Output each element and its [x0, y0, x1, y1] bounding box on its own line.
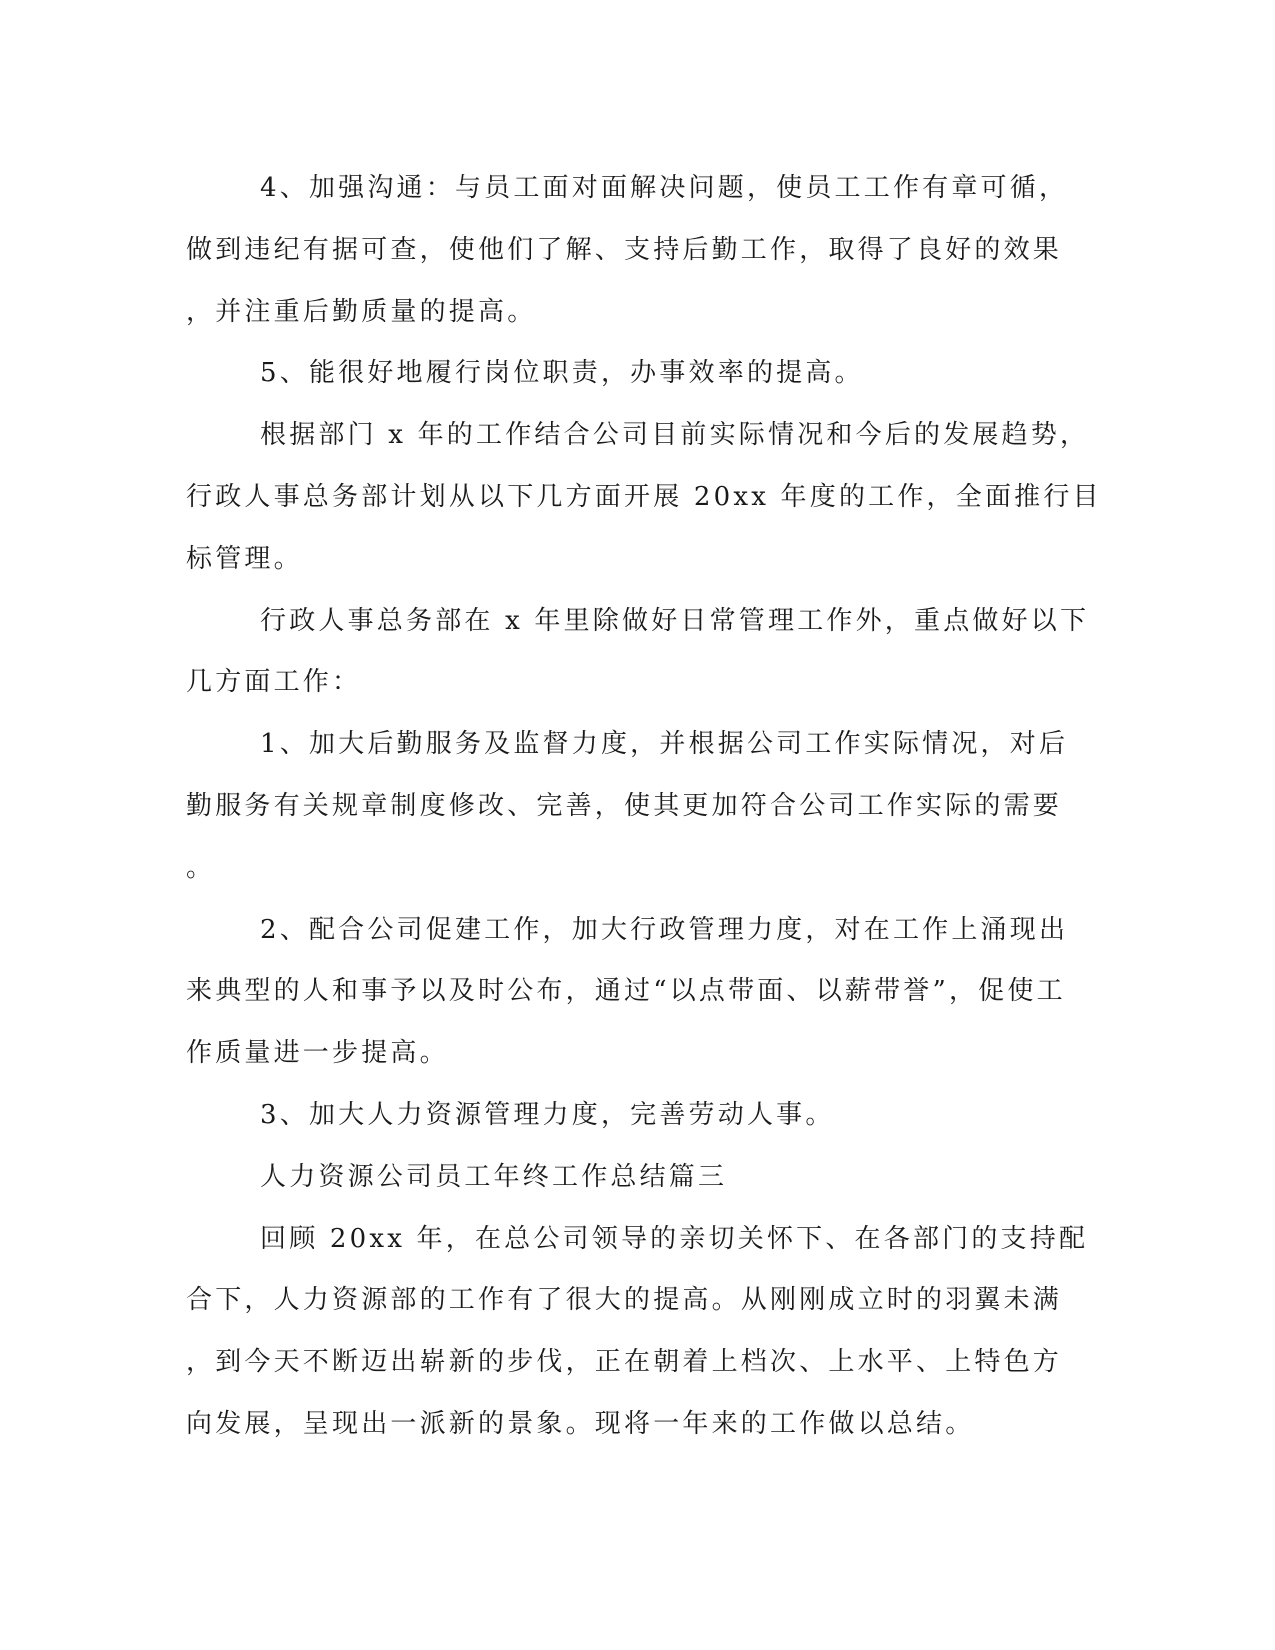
text-line: 根据部门 x 年的工作结合公司目前实际情况和今后的发展趋势， — [260, 420, 1090, 451]
text-line: 几方面工作： — [186, 667, 362, 698]
text-line: 行政人事总务部在 x 年里除做好日常管理工作外，重点做好以下 — [260, 605, 1090, 636]
text-line: 回顾 20xx 年，在总公司领导的亲切关怀下、在各部门的支持配 — [260, 1223, 1089, 1254]
text-line: 4、加强沟通：与员工面对面解决问题，使员工工作有章可循， — [260, 173, 1069, 203]
document-body — [186, 158, 1102, 1456]
text-line: ，到今天不断迈出崭新的步伐，正在朝着上档次、上水平、上特色方 — [186, 1347, 1063, 1378]
text-line: 行政人事总务部计划从以下几方面开展 20xx 年度的工作，全面推行目 — [186, 481, 1102, 512]
text-line: 。 — [186, 852, 216, 883]
text-line: 作质量进一步提高。 — [186, 1038, 449, 1069]
text-line: ，并注重后勤质量的提高。 — [186, 296, 537, 327]
section-heading: 人力资源公司员工年终工作总结篇三 — [260, 1161, 728, 1192]
text-line: 合下，人力资源部的工作有了很大的提高。从刚刚成立时的羽翼未满 — [186, 1285, 1063, 1316]
text-line: 勤服务有关规章制度修改、完善，使其更加符合公司工作实际的需要 — [186, 790, 1063, 821]
text-line: 5、能很好地履行岗位职责，办事效率的提高。 — [260, 358, 864, 389]
text-line: 标管理。 — [186, 543, 303, 574]
text-line: 1、加大后勤服务及监督力度，并根据公司工作实际情况，对后 — [260, 729, 1069, 760]
text-line: 2、配合公司促建工作，加大行政管理力度，对在工作上涌现出 — [260, 914, 1069, 945]
text-line: 3、加大人力资源管理力度，完善劳动人事。 — [260, 1099, 835, 1130]
text-line: 来典型的人和事予以及时公布，通过“以点带面、以薪带誉”，促使工 — [186, 976, 1066, 1007]
text-line: 做到违纪有据可查，使他们了解、支持后勤工作，取得了良好的效果 — [186, 234, 1063, 265]
text-line: 向发展，呈现出一派新的景象。现将一年来的工作做以总结。 — [186, 1408, 975, 1439]
